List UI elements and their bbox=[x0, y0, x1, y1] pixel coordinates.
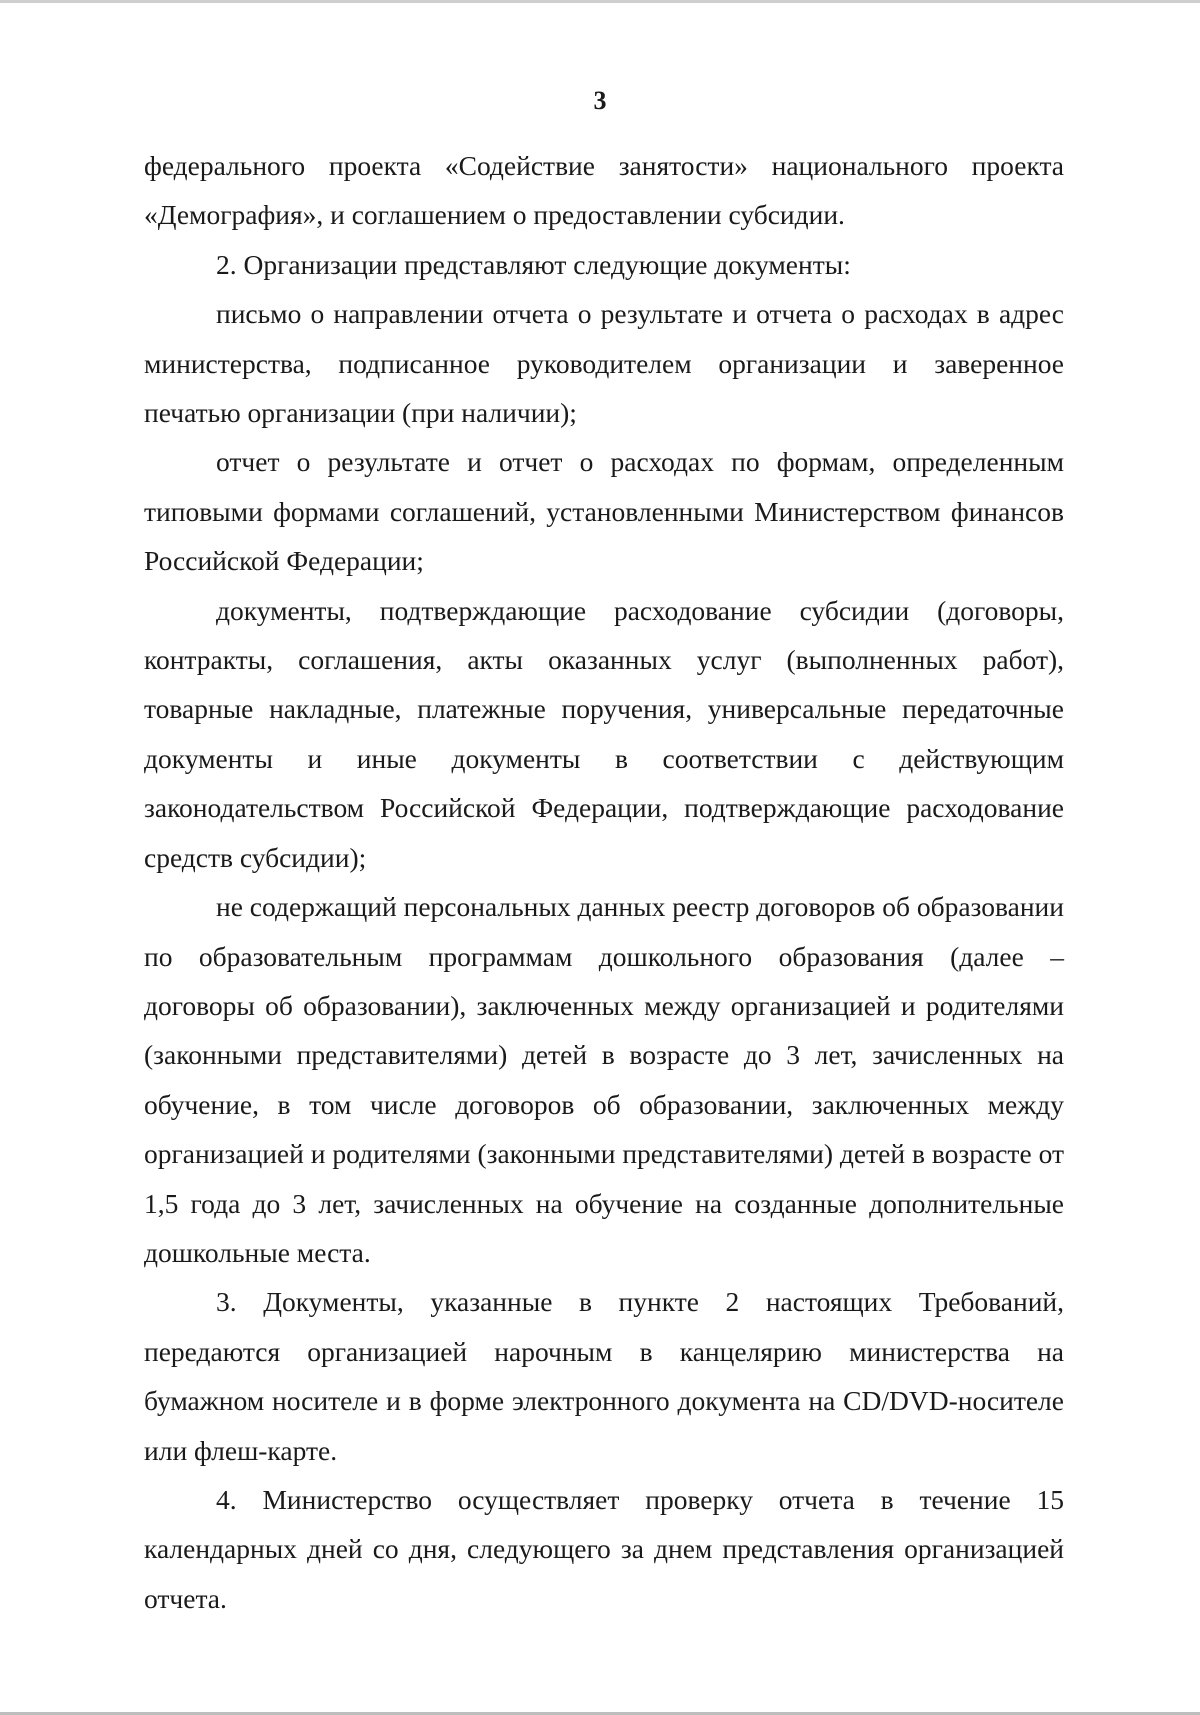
page-number: 3 bbox=[593, 86, 607, 115]
paragraph-item-2: 2. Организации представляют следующие документы: bbox=[216, 248, 851, 280]
paragraph-continuation: федерального проекта «Содействие занятости» национального проекта «Демография», и соглашением о предоставлении субсидии. bbox=[144, 150, 1064, 231]
paragraph-letter: письмо о направлении отчета о результате и отчета о расходах в адрес министерства, подписанное руководителем организации и заверенное печатью организации (при наличии); bbox=[144, 298, 1064, 429]
paragraph-item-3: 3. Документы, указанные в пункте 2 настоящих Требований, передаются организацией нарочным в канцелярию министерства на бумажном носителе и в форме электронного документа на CD/DVD-носителе или флеш-карте. bbox=[144, 1286, 1064, 1466]
scan-top-edge bbox=[0, 0, 1200, 3]
paragraph-item-4: 4. Министерство осуществляет проверку отчета в течение 15 календарных дней со дня, следующего за днем представления организацией отчета. bbox=[144, 1483, 1064, 1614]
paragraph-expense-documents: документы, подтверждающие расходование субсидии (договоры, контракты, соглашения, акты оказанных услуг (выполненных работ), товарные накладные, платежные поручения, универсальные передаточные документы и иные документы в соответствии с действующим законодательством Российской Федерации, подтверждающие расходование средств субсидии); bbox=[144, 594, 1064, 873]
paragraph-contract-register: не содержащий персональных данных реестр договоров об образовании по образовательным программам дошкольного образования (далее – договоры об образовании), заключенных между организацией и родителями (законными представителями) детей в возрасте до 3 лет, зачисленных на обучение, в том числе договоров об образовании, заключенных между организацией и родителями (законными представителями) детей в возрасте от 1,5 года до 3 лет, зачисленных на обучение на созданные дополнительные дошкольные места. bbox=[144, 891, 1064, 1268]
document-body bbox=[144, 141, 1064, 1623]
paragraph-report: отчет о результате и отчет о расходах по формам, определенным типовыми формами соглашений, установленными Министерством финансов Российской Федерации; bbox=[144, 446, 1064, 577]
